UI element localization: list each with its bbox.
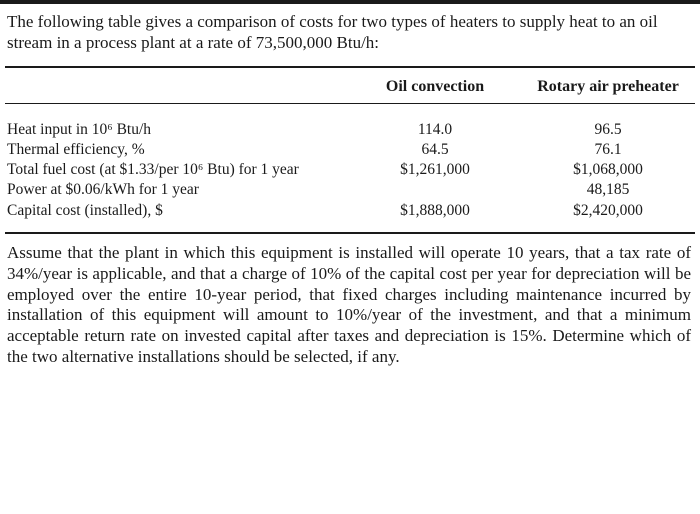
table-row	[0, 140, 700, 159]
column-header-oil-convection: Oil convection	[385, 78, 485, 95]
row-label: Total fuel cost (at $1.33/per 10⁶ Btu) for 1 year	[7, 161, 299, 178]
table-row	[0, 201, 700, 220]
oil-convection-value: $1,261,000	[400, 161, 470, 178]
table-row	[0, 180, 700, 199]
row-label: Capital cost (installed), $	[7, 202, 163, 219]
table-row	[0, 120, 700, 139]
rotary-preheater-value: 96.5	[594, 121, 622, 138]
rotary-preheater-value: 76.1	[594, 141, 622, 158]
rotary-preheater-value: $2,420,000	[573, 202, 643, 219]
outro-paragraph: Assume that the plant in which this equipment is installed will operate 10 years, that a tax rate of 34%/year is applicable, and that a charge of 10% of the capital cost per year for depreciation will be employed over the entire 10-year period, that fixed charges including maintenance incurred by installation of this equipment will amount to 10%/year of the investment, and that a minimum acceptable return rate on invested capital after taxes and depreciation is 15%. Determine which of the two alternative installations should be selected, if any.	[7, 243, 691, 366]
oil-convection-value: 114.0	[417, 121, 453, 138]
oil-convection-value: $1,888,000	[400, 202, 470, 219]
top-border	[0, 0, 700, 4]
column-header-rotary-air-preheater: Rotary air preheater	[537, 78, 679, 95]
rotary-preheater-value: 48,185	[586, 181, 630, 198]
intro-paragraph: The following table gives a comparison of costs for two types of heaters to supply heat to an oil stream in a process plant at a rate of 73,500,000 Btu/h:	[7, 12, 658, 52]
table-top-rule	[5, 66, 695, 68]
row-label: Heat input in 10⁶ Btu/h	[7, 121, 152, 138]
row-label: Power at $0.06/kWh for 1 year	[7, 181, 199, 198]
table-row	[0, 160, 700, 179]
row-label: Thermal efficiency, %	[7, 141, 145, 158]
table-header-rule	[5, 103, 695, 104]
rotary-preheater-value: $1,068,000	[573, 161, 643, 178]
table-bottom-rule	[5, 232, 695, 234]
oil-convection-value: 64.5	[421, 141, 449, 158]
